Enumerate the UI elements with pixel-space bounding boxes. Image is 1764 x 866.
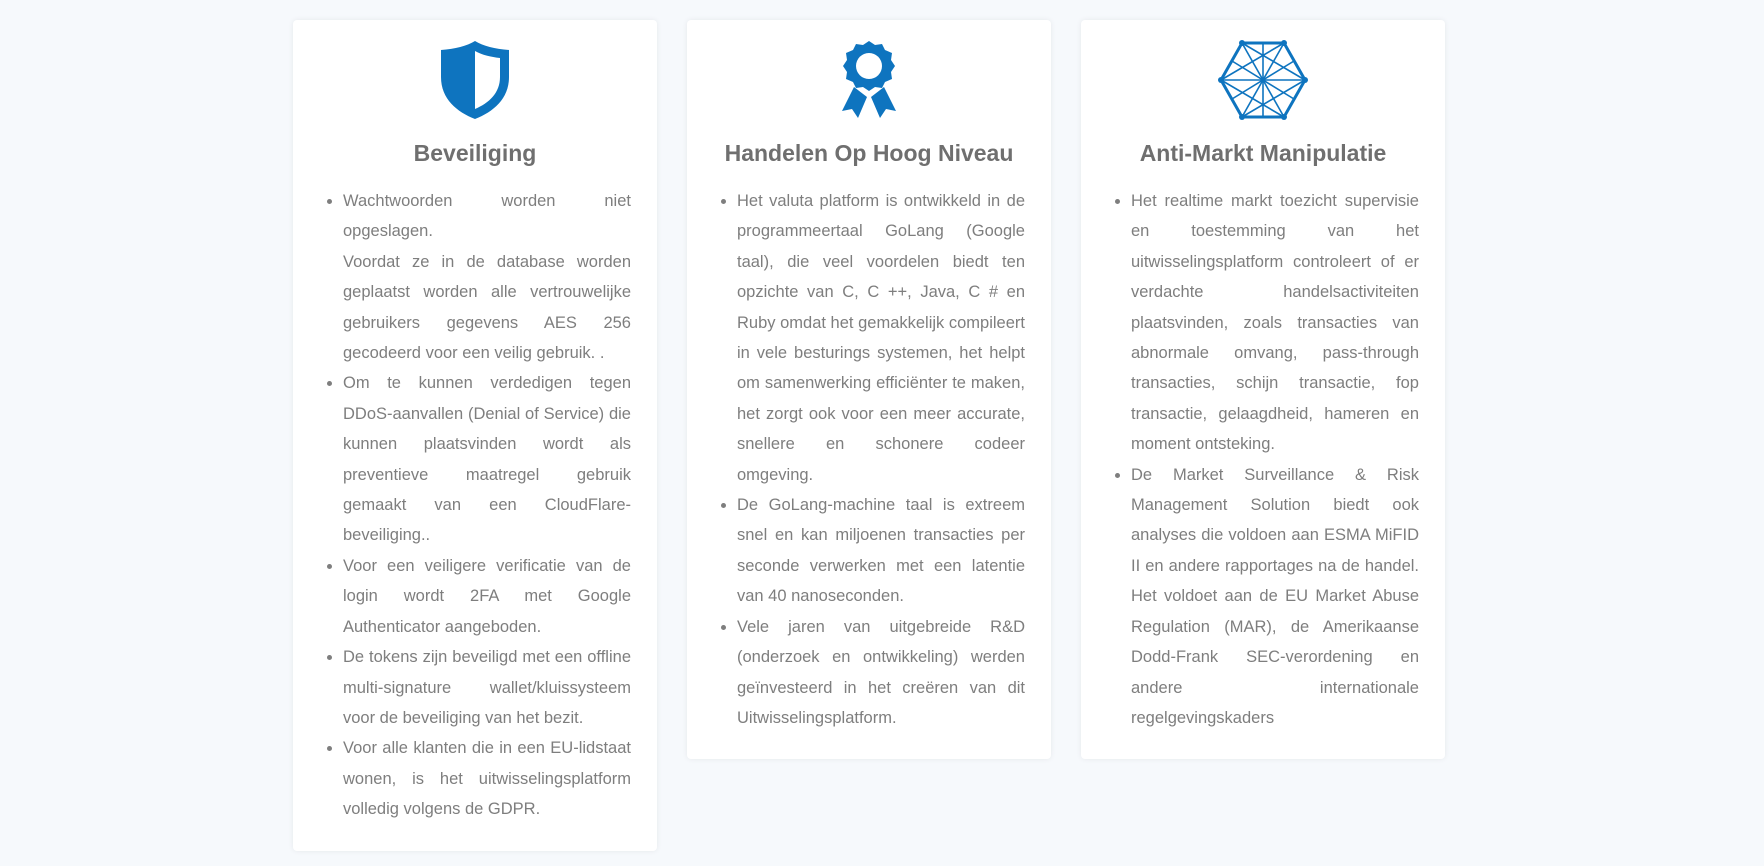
- feature-list: [713, 186, 1025, 733]
- list-item: [343, 733, 631, 824]
- list-item: [1131, 460, 1419, 734]
- list-item: [343, 642, 631, 733]
- card-icon-container: [713, 38, 1025, 122]
- list-item-text: Voor een veiligere verificatie van de login wordt 2FA met Google Authenticator aangeboden.: [343, 556, 631, 636]
- list-item-text: Om te kunnen verdedigen tegen DDoS-aanvallen (Denial of Service) die kunnen plaatsvinden wordt als preventieve maatregel gebruik gemaakt van een CloudFlare-beveiliging..: [343, 374, 631, 545]
- feature-list: [319, 186, 631, 825]
- list-item: [737, 490, 1025, 612]
- card-icon-container: [1107, 38, 1419, 122]
- list-item: [343, 186, 631, 368]
- list-item-text: Het realtime markt toezicht supervisie en toestemming van het uitwisselingsplatform controleert of er verdachte handelsactiviteiten plaatsvinden, zoals transacties van abnormale omvang, pass-through transacties, schijn transactie, fop transactie, gelaagdheid, hameren en moment ontsteking.: [1131, 192, 1419, 454]
- feature-card-handelen: [687, 20, 1051, 759]
- feature-card-anti-manipulatie: [1081, 20, 1445, 759]
- list-item-text: • Wachtwoorden worden niet opgeslagen.: [343, 192, 631, 241]
- list-item-text: Vele jaren van uitgebreide R&D (onderzoek en ontwikkeling) werden geïnvesteerd in het creëren van dit Uitwisselingsplatform.: [737, 617, 1025, 727]
- list-item-text: De tokens zijn beveiligd met een offline multi-signature wallet/kluissysteem voor de beveiliging van het bezit.: [343, 648, 631, 727]
- card-title: Anti-Markt Manipulatie: [1139, 140, 1387, 166]
- hexagon-network-icon: [1218, 39, 1308, 121]
- award-ribbon-icon: [836, 39, 902, 121]
- list-item: [737, 612, 1025, 734]
- list-item-text: De GoLang-machine taal is extreem snel en kan miljoenen transacties per seconde verwerken met een latentie van 40 nanoseconden.: [737, 496, 1025, 606]
- card-icon-container: [319, 38, 631, 122]
- features-section: [293, 20, 1445, 851]
- list-item: [1131, 186, 1419, 460]
- list-item: [343, 368, 631, 550]
- shield-icon: [437, 39, 513, 121]
- card-title: Handelen Op Hoog Niveau: [724, 140, 1014, 166]
- card-title: Beveiliging: [413, 140, 537, 166]
- feature-card-beveiliging: [293, 20, 657, 851]
- list-item: [343, 551, 631, 642]
- list-item-text: Voor alle klanten die in een EU-lidstaat wonen, is het uitwisselingsplatform volledig volgens de GDPR.: [343, 739, 631, 819]
- list-item: [737, 186, 1025, 490]
- list-item-text: Voordat ze in de database worden geplaatst worden alle vertrouwelijke gebruikers gegevens AES 256 gecodeerd voor een veilig gebruik. .: [343, 252, 631, 363]
- feature-list: [1107, 186, 1419, 733]
- list-item-text: Het valuta platform is ontwikkeld in de programmeertaal GoLang (Google taal), die veel voordelen biedt ten opzichte van C, C ++, Java, C # en Ruby omdat het gemakkelijk compileert in vele besturings systemen, het helpt om samenwerking efficiënter te maken, het zorgt ook voor een meer accurate, snellere en schonere codeer omgeving.: [737, 192, 1025, 484]
- list-item-text: De Market Surveillance & Risk Management Solution biedt ook analyses die voldoen aan ESMA MiFID II en andere rapportages na de handel. Het voldoet aan de EU Market Abuse Regulation (MAR), de Amerikaanse Dodd-Frank SEC-verordening en andere internationale regelgevingskaders: [1131, 465, 1419, 727]
